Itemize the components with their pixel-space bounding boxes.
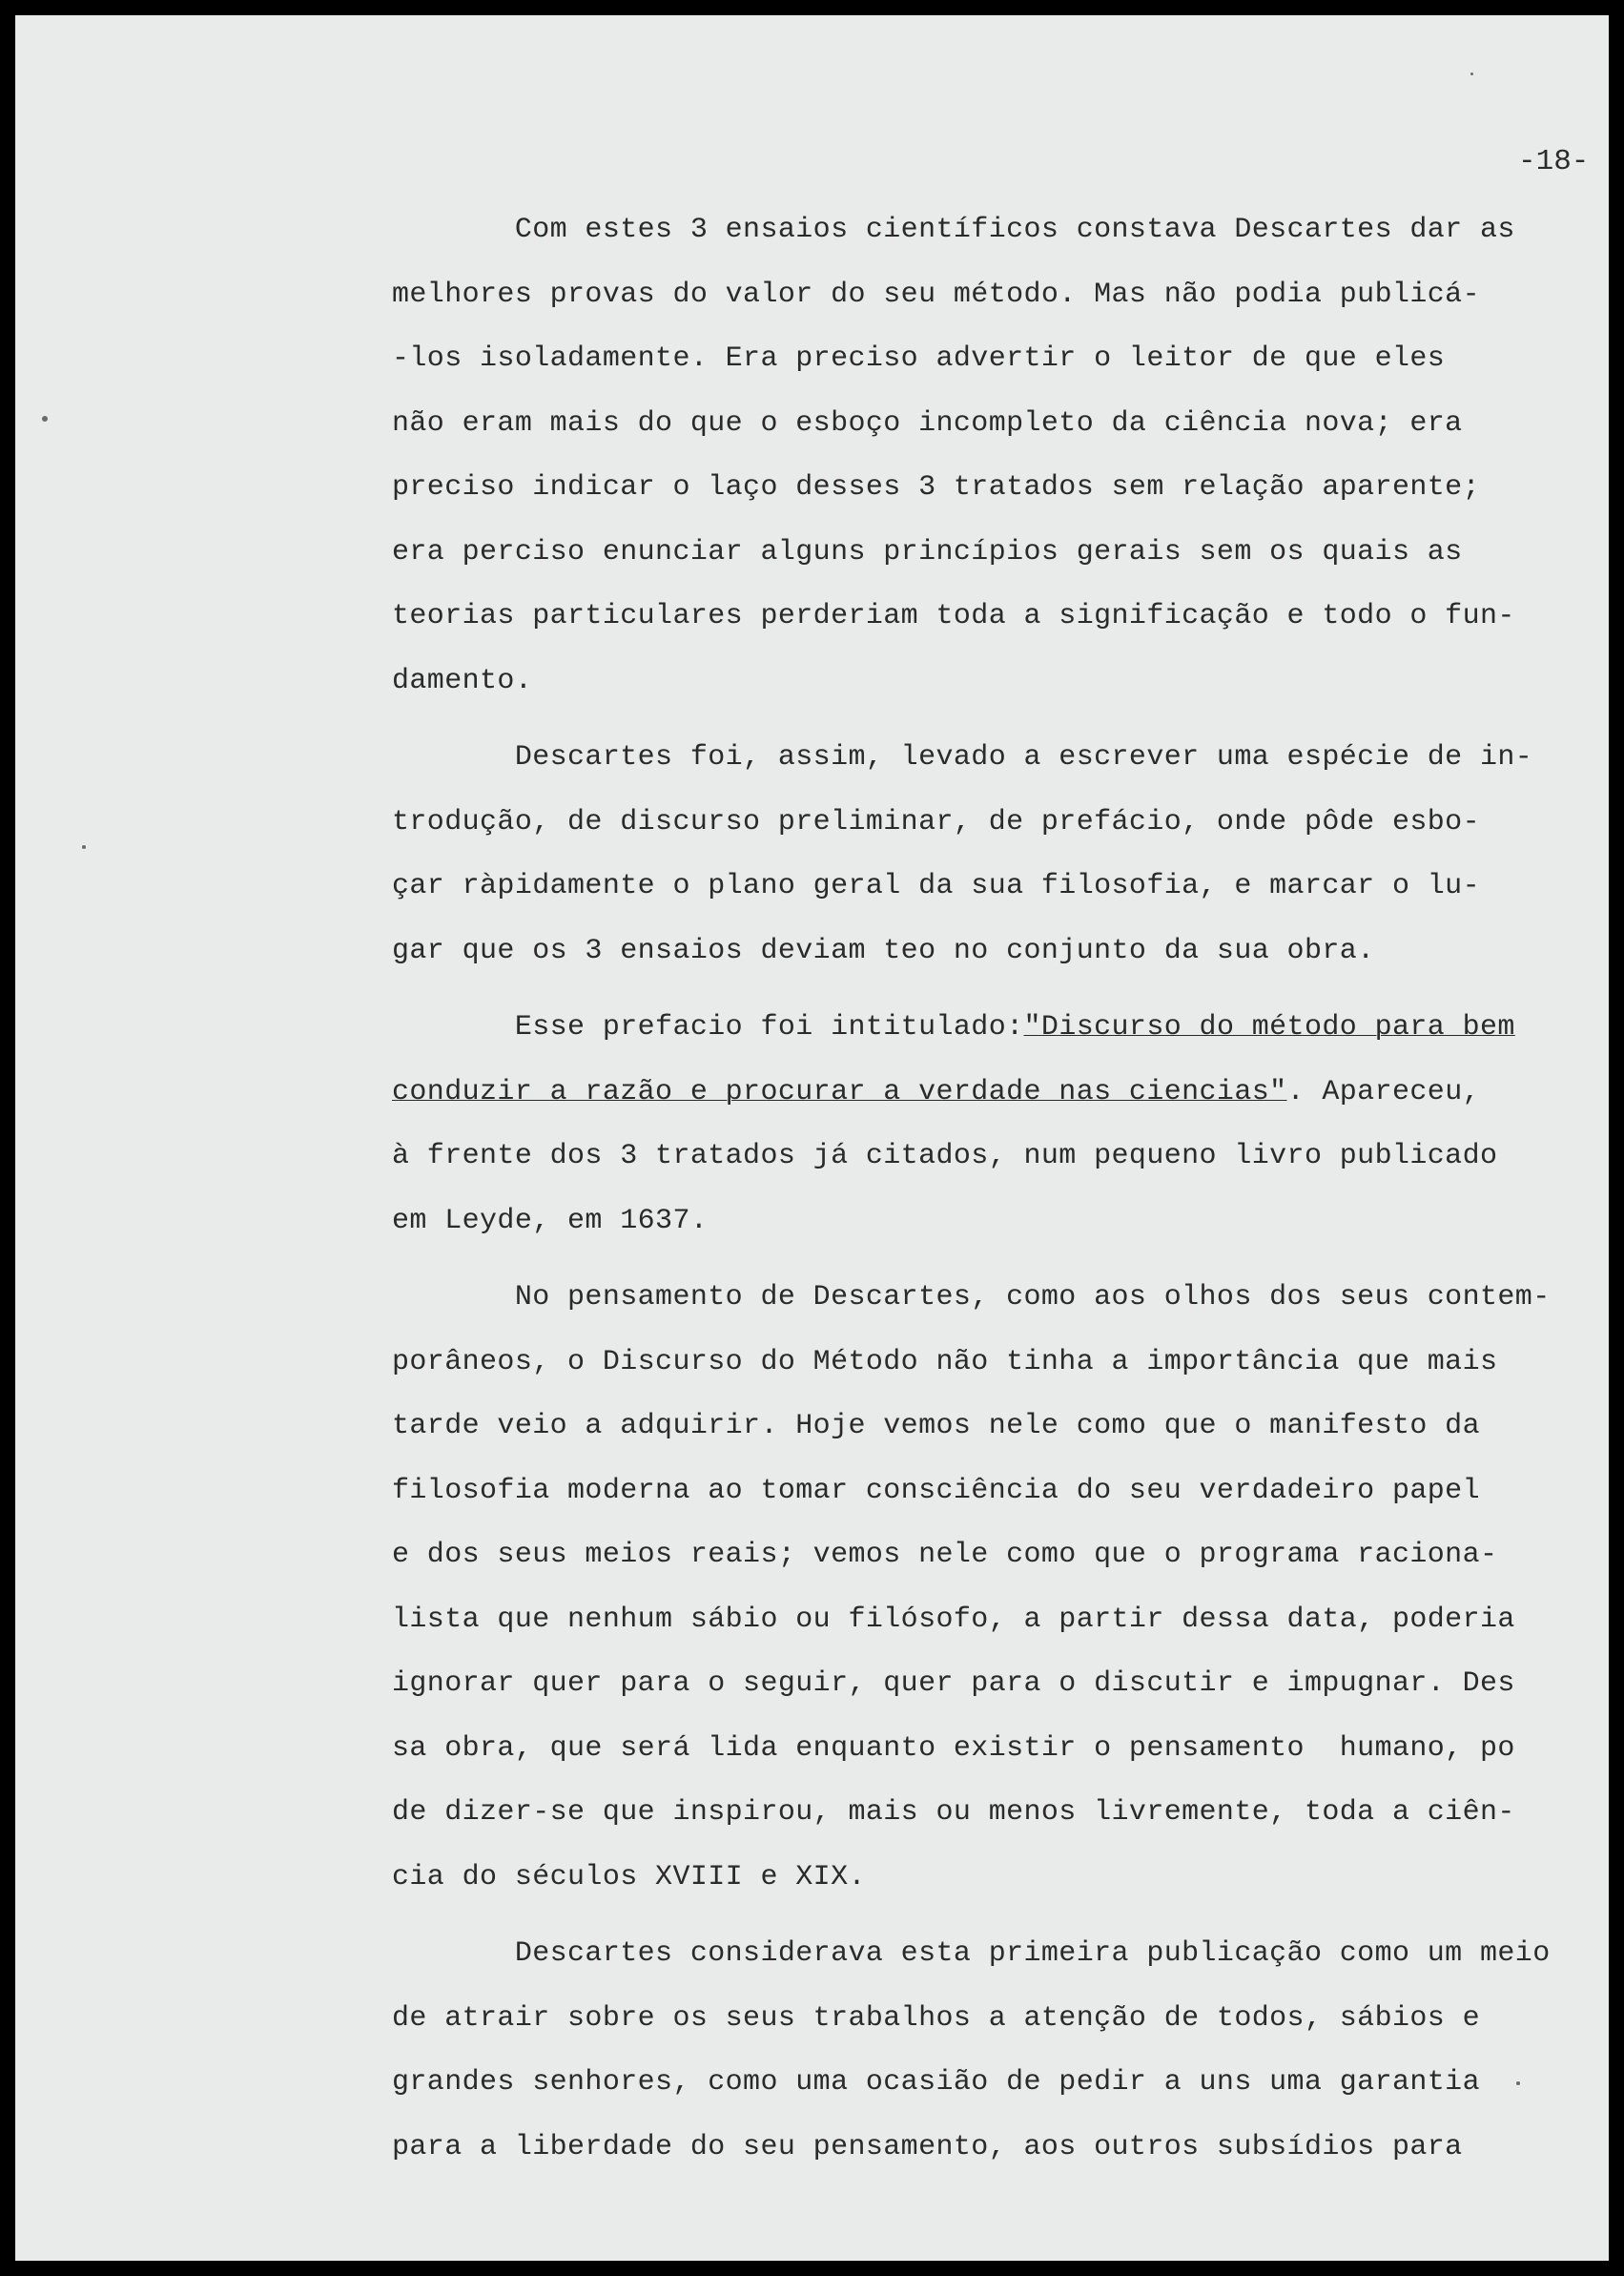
underlined-title: "Discurso do método para bem	[1023, 1011, 1515, 1044]
text-line: lista que nenhum sábio ou filósofo, a partir dessa data, poderia	[392, 1603, 1515, 1636]
scan-speck	[1516, 2081, 1520, 2085]
text-segment: . Apareceu,	[1286, 1075, 1480, 1108]
scan-speck	[1470, 72, 1473, 75]
text-line: -los isoladamente. Era preciso advertir o leitor de que eles	[392, 342, 1446, 375]
text-line: damento.	[392, 664, 533, 697]
text-line: trodução, de discurso preliminar, de prefácio, onde pôde esbo-	[392, 805, 1480, 838]
text-line: cia do séculos XVIII e XIX.	[392, 1860, 866, 1893]
text-line: çar ràpidamente o plano geral da sua filosofia, e marcar o lu-	[392, 870, 1480, 902]
text-line: teorias particulares perderiam toda a significação e todo o fun-	[392, 600, 1515, 632]
scan-speck	[42, 416, 48, 422]
text-line: Descartes considerava esta primeira publicação como um meio	[392, 1937, 1551, 1970]
text-line: sa obra, que será lida enquanto existir o pensamento humano, po	[392, 1731, 1515, 1765]
text-line: No pensamento de Descartes, como aos olhos dos seus contem-	[392, 1281, 1551, 1314]
paragraph-gap	[392, 714, 1584, 726]
text-line: tarde veio a adquirir. Hoje vemos nele como que o manifesto da	[392, 1410, 1480, 1442]
text-line: em Leyde, em 1637.	[392, 1204, 709, 1237]
text-line: à frente dos 3 tratados já citados, num pequeno livro publicado	[392, 1140, 1498, 1172]
text-line: gar que os 3 ensaios deviam teo no conjunto da sua obra.	[392, 934, 1375, 967]
text-line: grandes senhores, como uma ocasião de pedir a uns uma garantia	[392, 2066, 1480, 2099]
text-line: filosofia moderna ao tomar consciência do seu verdadeiro papel	[392, 1474, 1480, 1507]
body-text	[392, 198, 1584, 2180]
text-line: ignorar quer para o seguir, quer para o discutir e impugnar. Des	[392, 1667, 1515, 1700]
text-line: e dos seus meios reais; vemos nele como que o programa raciona-	[392, 1539, 1498, 1571]
text-line: Descartes foi, assim, levado a escrever uma espécie de in-	[392, 741, 1533, 774]
paragraph-5	[392, 1922, 1584, 2180]
text-line: Com estes 3 ensaios científicos constava Descartes dar as	[392, 214, 1515, 246]
text-line: de atrair sobre os seus trabalhos a atenção de todos, sábios e	[392, 2001, 1480, 2035]
paragraph-1	[392, 198, 1584, 714]
text-line: para a liberdade do seu pensamento, aos outros subsídios para	[392, 2130, 1463, 2163]
text-line	[392, 996, 1584, 1061]
paragraph-4	[392, 1266, 1584, 1910]
text-line: preciso indicar o laço desses 3 tratados sem relação aparente;	[392, 471, 1480, 504]
text-line: era perciso enunciar alguns princípios gerais sem os quais as	[392, 535, 1463, 569]
text-line	[392, 1061, 1584, 1126]
text-line: de dizer-se que inspirou, mais ou menos livremente, toda a ciên-	[392, 1796, 1515, 1829]
paragraph-3	[392, 996, 1584, 1253]
text-line: não eram mais do que o esboço incompleto da ciência nova; era	[392, 406, 1463, 440]
scan-speck	[82, 845, 86, 849]
paragraph-gap	[392, 1253, 1584, 1266]
text-segment: Esse prefacio foi intitulado:	[392, 1011, 1024, 1044]
page-number: -18-	[1518, 145, 1590, 178]
paragraph-2	[392, 726, 1584, 983]
paragraph-gap	[392, 983, 1584, 996]
text-line: melhores provas do valor do seu método. Mas não podia publicá-	[392, 278, 1480, 311]
paragraph-gap	[392, 1910, 1584, 1922]
typewritten-page	[15, 15, 1609, 2261]
text-line: porâneos, o Discurso do Método não tinha a importância que mais	[392, 1345, 1498, 1378]
underlined-title: conduzir a razão e procurar a verdade nas ciencias"	[392, 1075, 1287, 1108]
